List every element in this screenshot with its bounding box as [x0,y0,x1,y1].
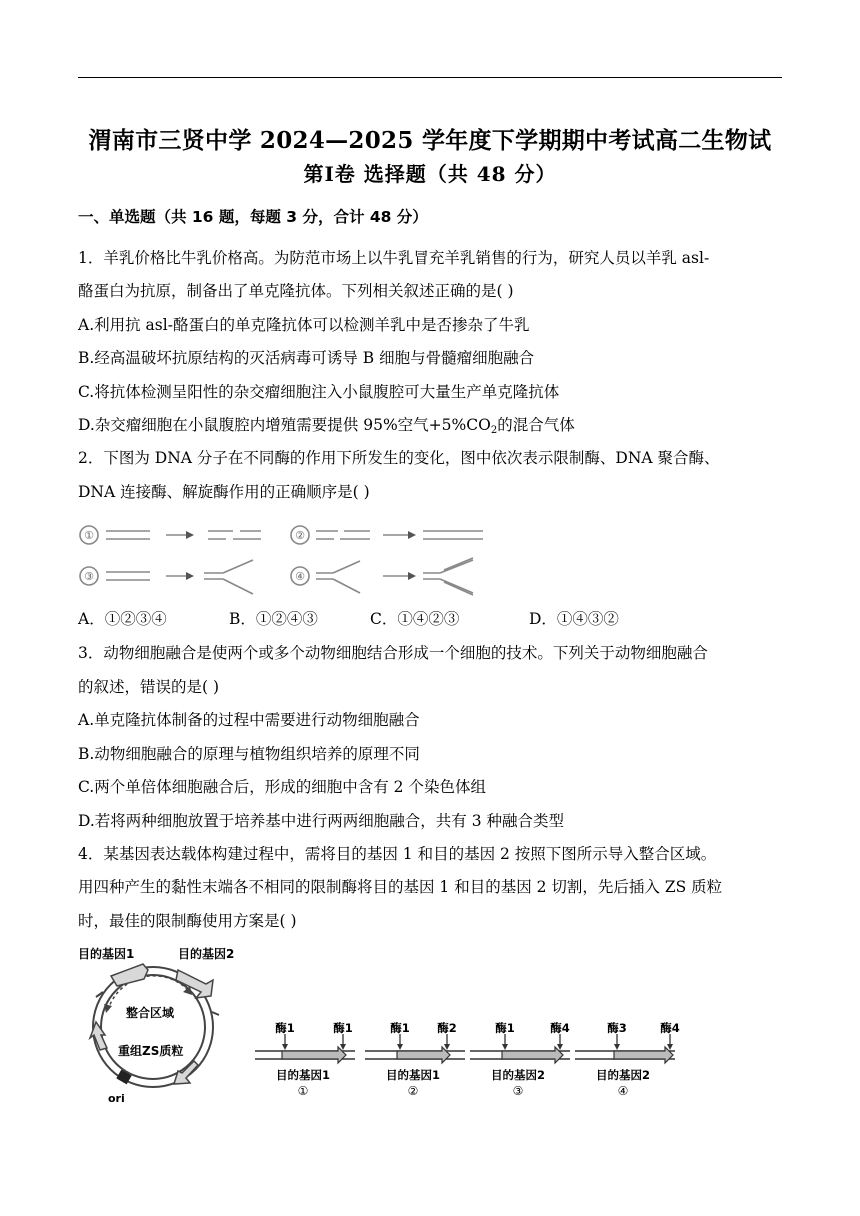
q1-stem-line1: 1．羊乳价格比牛乳价格高。为防范市场上以牛乳冒充羊乳销售的行为，研究人员以羊乳 asl- [78,249,710,267]
fig-label-3: ③ [84,570,94,583]
q1-option-c: C.将抗体检测呈阳性的杂交瘤细胞注入小鼠腹腔可大量生产单克隆抗体 [78,383,560,401]
enzyme-label-3-right: 酶4 [550,1021,570,1035]
plasmid-name-label: 重组ZS质粒 [118,1044,184,1058]
q3-stem-line1: 3．动物细胞融合是使两个或多个动物细胞结合形成一个细胞的技术。下列关于动物细胞融合 [78,644,708,662]
scheme-number-2: ② [407,1084,419,1098]
enzyme-label-1-left: 酶1 [275,1021,295,1035]
q3-option-c: C.两个单倍体细胞融合后，形成的细胞中含有 2 个染色体组 [78,778,486,796]
q3-option-a: A.单克隆抗体制备的过程中需要进行动物细胞融合 [78,711,420,729]
enzyme-label-2-left: 酶1 [390,1021,410,1035]
plasmid-gene2-label: 目的基因2 [178,947,235,961]
enzyme-scheme-3 [470,1021,570,1098]
q2-option-c: C．①④②③ [370,610,460,628]
recombinant-plasmid-figure [78,940,248,1110]
enzyme-scheme-1 [255,1021,355,1098]
scheme-gene-label-3: 目的基因2 [490,1068,546,1082]
q4-stem-line3: 时，最佳的限制酶使用方案是( ) [78,912,297,930]
q2-option-a: A．①②③④ [78,610,167,628]
paper-subtitle: 第Ⅰ卷 选择题（共 48 分） [303,162,557,186]
q1-stem-line2: 酪蛋白为抗原，制备出了单克隆抗体。下列相关叙述正确的是( ) [78,282,514,300]
q1-option-d: D.杂交瘤细胞在小鼠腹腔内增殖需要提供 95%空气$+5\%CO_2$的混合气体 [78,416,575,436]
scheme-number-1: ① [297,1084,309,1098]
enzyme-label-3-left: 酶1 [495,1021,515,1035]
scheme-gene-label-2: 目的基因1 [385,1068,441,1082]
enzyme-scheme-figure [255,1020,685,1110]
q4-stem-line2: 用四种产生的黏性末端各不相同的限制酶将目的基因 1 和目的基因 2 切割，先后插入 ZS 质粒 [78,878,723,896]
enzyme-label-1-right: 酶1 [333,1021,353,1035]
plasmid-region-label: 整合区域 [126,1006,175,1020]
scheme-gene-label-1: 目的基因1 [275,1068,331,1082]
q3-option-d: D.若将两种细胞放置于培养基中进行两两细胞融合，共有 3 种融合类型 [78,812,565,830]
fig-label-2: ② [295,529,305,542]
exam-title: 渭南市三贤中学 2024—2025 学年度下学期期中考试高二生物试 [88,127,772,154]
enzyme-scheme-2 [365,1021,465,1098]
enzyme-scheme-4 [575,1021,680,1098]
q2-stem-line2: DNA 连接酶、解旋酶作用的正确顺序是( ) [78,483,370,501]
q2-option-b: B．①②④③ [229,610,318,628]
q2-option-d: D．①④③② [529,610,619,628]
enzyme-label-2-right: 酶2 [437,1021,457,1035]
fig-label-4: ④ [295,570,305,583]
scheme-number-3: ③ [512,1084,524,1098]
q1-option-b: B.经高温破坏抗原结构的灭活病毒可诱导 B 细胞与骨髓瘤细胞融合 [78,349,535,367]
plasmid-gene1-label: 目的基因1 [78,947,135,961]
q3-option-b: B.动物细胞融合的原理与植物组织培养的原理不同 [78,745,420,763]
section-heading: 一、单选题（共 16 题，每题 3 分，合计 48 分） [78,208,428,226]
q1-option-a: A.利用抗 asl-酪蛋白的单克隆抗体可以检测羊乳中是否掺杂了牛乳 [78,316,530,334]
dna-enzyme-figure [78,514,488,598]
q2-options [78,609,788,629]
enzyme-label-4-right: 酶4 [660,1021,680,1035]
q3-stem-line2: 的叙述，错误的是( ) [78,678,220,696]
q2-stem-line1: 2．下图为 DNA 分子在不同酶的作用下所发生的变化，图中依次表示限制酶、DNA 聚合酶、 [78,449,720,467]
fig-label-1: ① [84,529,94,542]
scheme-number-4: ④ [617,1084,629,1098]
header-rule [78,77,782,78]
scheme-gene-label-4: 目的基因2 [595,1068,651,1082]
q4-stem-line1: 4．某基因表达载体构建过程中，需将目的基因 1 和目的基因 2 按照下图所示导入整合区域。 [78,845,717,863]
plasmid-ori-label: ori [108,1092,125,1105]
enzyme-label-4-left: 酶3 [607,1021,627,1035]
